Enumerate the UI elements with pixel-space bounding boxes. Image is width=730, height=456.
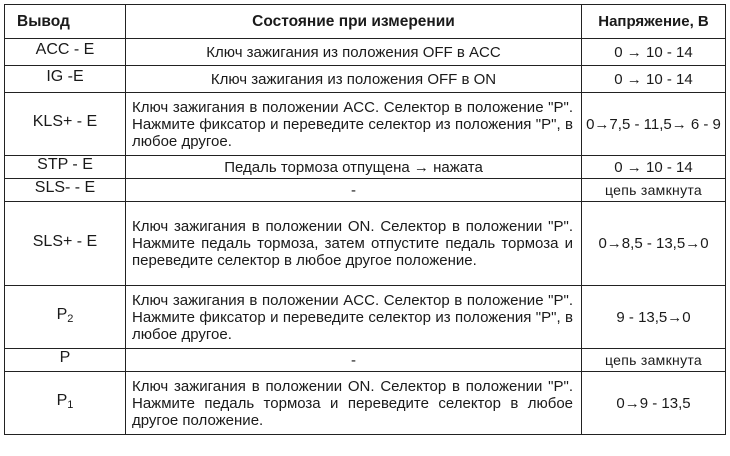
pin-cell [5,39,126,66]
table-row [5,179,726,202]
condition-cell: Ключ зажигания в положении ACC. Селектор в положение "P". Нажмите фиксатор и переведите селектор из положения "P", в любое другое. [126,93,582,156]
pin-subscript: 2 [67,313,74,325]
pin-cell [5,349,126,372]
voltage-cell: 9 - 13,5→0 [582,286,726,349]
voltage-cell: 0→9 - 13,5 [582,372,726,435]
pin-label: ACC - E [35,41,95,58]
table-row [5,349,726,372]
table-row [5,66,726,93]
condition-cell: - [126,179,582,202]
pin-label: P [56,306,68,323]
table-row [5,286,726,349]
pin-cell [5,286,126,349]
condition-cell: Педаль тормоза отпущена → нажата [126,156,582,179]
pin-label: KLS+ - E [32,113,98,130]
pin-cell [5,372,126,435]
condition-cell: - [126,349,582,372]
pin-label: SLS- - E [34,179,96,196]
header-voltage: Напряжение, В [582,5,726,39]
pin-cell [5,93,126,156]
condition-cell: Ключ зажигания из положения OFF в ON [126,66,582,93]
header-condition: Состояние при измерении [126,5,582,39]
table-row [5,39,726,66]
table-row [5,93,726,156]
voltage-cell: 0 → 10 - 14 [582,66,726,93]
condition-cell: Ключ зажигания в положении ACC. Селектор в положение "P". Нажмите фиксатор и переведите селектор из положения "P", в любое другое. [126,286,582,349]
pin-label: P [59,349,71,366]
pin-voltage-table [4,4,726,435]
pin-label: P [56,392,68,409]
condition-cell: Ключ зажигания в положении ON. Селектор в положении "P". Нажмите педаль тормоза, затем отпустите педаль тормоза и переведите селектор в любое другое положение. [126,202,582,286]
pin-cell [5,202,126,286]
pin-subscript: 1 [67,399,74,411]
pin-cell [5,66,126,93]
pin-label: IG -E [46,68,84,85]
voltage-cell: 0 → 10 - 14 [582,39,726,66]
pin-label: SLS+ - E [32,232,98,250]
voltage-cell: цепь замкнута [582,179,726,202]
condition-cell: Ключ зажигания из положения OFF в ACC [126,39,582,66]
voltage-cell: цепь замкнута [582,349,726,372]
header-row [5,5,726,39]
table-row [5,372,726,435]
pin-cell [5,156,126,179]
document-page [4,4,725,452]
table-row [5,156,726,179]
pin-label: STP - E [37,156,93,173]
voltage-cell: 0→7,5 - 11,5→ 6 - 9 [582,93,726,156]
voltage-cell: 0→8,5 - 13,5→0 [582,202,726,286]
pin-cell [5,179,126,202]
header-pin: Вывод [5,5,126,39]
table-row [5,202,726,286]
voltage-cell: 0 → 10 - 14 [582,156,726,179]
condition-cell: Ключ зажигания в положении ON. Селектор в положении "P". Нажмите педаль тормоза и переведите селектор в любое другое положение. [126,372,582,435]
